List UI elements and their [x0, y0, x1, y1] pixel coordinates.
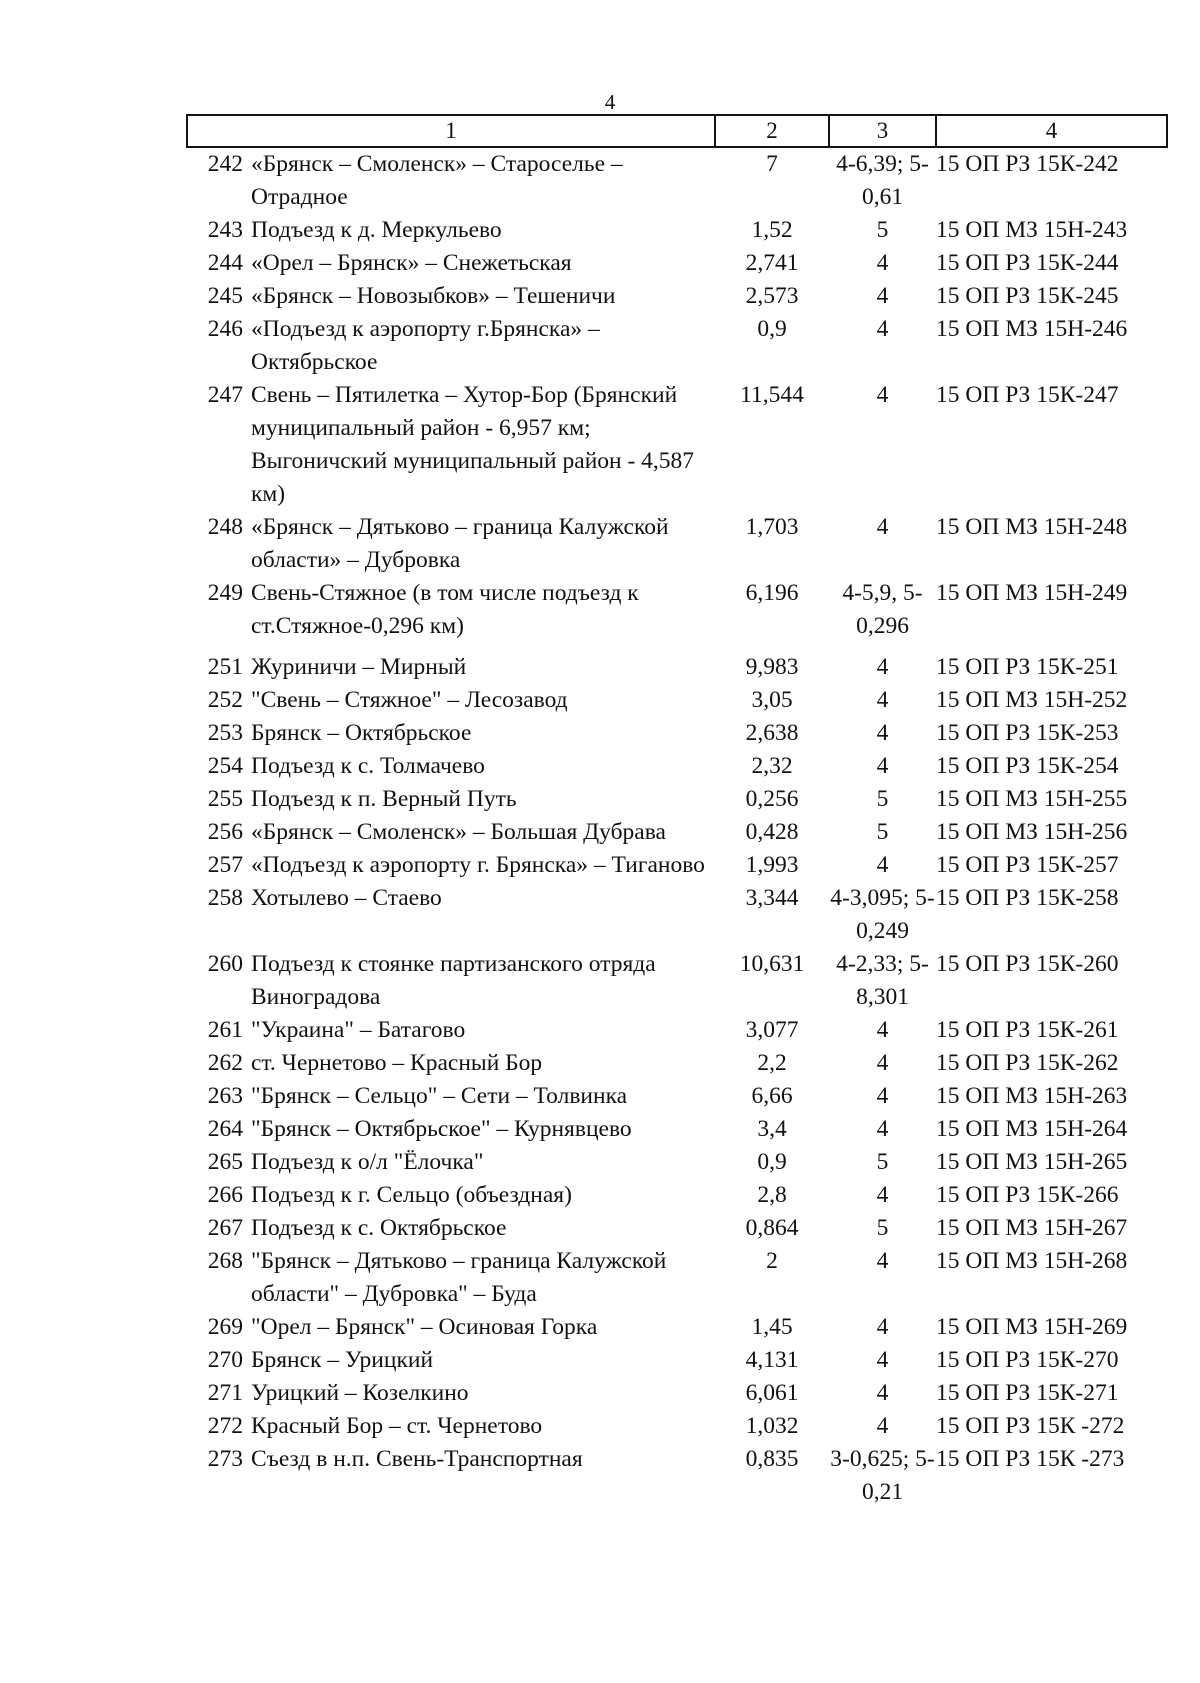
road-name: Урицкий – Козелкино: [251, 1380, 469, 1406]
table-row: [187, 147, 1167, 214]
row-number: 254: [207, 753, 243, 779]
table-row: [187, 1047, 1167, 1080]
road-category: 5: [876, 1215, 889, 1241]
road-length: 1,703: [745, 514, 799, 540]
table-row: [187, 313, 1167, 379]
road-name: Брянск – Октябрьское: [251, 720, 472, 746]
table-row: [187, 750, 1167, 783]
road-name-cell: [187, 1212, 715, 1245]
road-name-cell: [187, 1179, 715, 1212]
page-number: 4: [604, 90, 616, 114]
row-number: 256: [207, 819, 243, 845]
road-name-cell: [187, 511, 715, 577]
row-number: 271: [207, 1380, 243, 1406]
table-row: [187, 1014, 1167, 1047]
row-number: 249: [207, 580, 243, 606]
road-length: 6,061: [745, 1380, 799, 1406]
road-category: 3-0,625; 5-0,21: [830, 1446, 935, 1505]
road-length: 3,05: [751, 687, 793, 713]
road-category: 4-3,095; 5-0,249: [830, 885, 935, 944]
road-id-code: 15 ОП РЗ 15К-262: [936, 1050, 1119, 1076]
road-id-code: 15 ОП МЗ 15Н-256: [936, 819, 1128, 845]
road-category: 4: [876, 1347, 889, 1373]
row-number: 268: [207, 1248, 243, 1274]
road-name: Подъезд к п. Верный Путь: [251, 786, 517, 812]
road-category: 4: [876, 1017, 889, 1043]
road-category: 4-5,9, 5-0,296: [842, 580, 923, 639]
road-category: 4: [876, 654, 889, 680]
road-name-cell: [187, 247, 715, 280]
road-id-code: 15 ОП РЗ 15К-271: [936, 1380, 1119, 1406]
road-id-code: 15 ОП МЗ 15Н-246: [936, 316, 1128, 342]
road-name: Свень – Пятилетка – Хутор-Бор (Брянский муниципальный район - 6,957 км; Выгоничский муниципальный район - 4,587 км): [251, 382, 695, 507]
table-row: [187, 1080, 1167, 1113]
road-name-cell: [187, 783, 715, 816]
road-length: 3,4: [757, 1116, 787, 1142]
road-length: 1,993: [745, 852, 799, 878]
road-length: 2,741: [745, 250, 799, 276]
road-id-code: 15 ОП МЗ 15Н-269: [936, 1314, 1128, 1340]
road-category: 4: [876, 1314, 889, 1340]
table-row: [187, 849, 1167, 882]
road-id-code: 15 ОП МЗ 15Н-267: [936, 1215, 1128, 1241]
road-id-code: 15 ОП РЗ 15К-261: [936, 1017, 1119, 1043]
road-name-cell: [187, 948, 715, 1014]
road-name: "Брянск – Октябрьское" – Курнявцево: [251, 1116, 632, 1142]
road-name: "Брянск – Сельцо" – Сети – Толвинка: [251, 1083, 628, 1109]
road-id-code: 15 ОП МЗ 15Н-252: [936, 687, 1128, 713]
road-category: 4-6,39; 5-0,61: [836, 151, 929, 210]
row-number: 251: [207, 654, 243, 680]
road-name: "Орел – Брянск" – Осиновая Горка: [251, 1314, 598, 1340]
table-row: [187, 1146, 1167, 1179]
road-name-cell: [187, 214, 715, 247]
column-header-1: 1: [187, 115, 715, 147]
table-header-row: [187, 115, 1167, 147]
roads-table: [186, 114, 1168, 1509]
road-category: 4: [876, 753, 889, 779]
table-row: [187, 1377, 1167, 1410]
road-name: Журиничи – Мирный: [251, 654, 467, 680]
road-length: 9,983: [745, 654, 799, 680]
road-category: 4: [876, 852, 889, 878]
road-name: Подъезд к стоянке партизанского отряда Виноградова: [251, 951, 656, 1010]
table-row: [187, 948, 1167, 1014]
road-name-cell: [187, 1047, 715, 1080]
road-category: 5: [876, 819, 889, 845]
road-id-code: 15 ОП МЗ 15Н-248: [936, 514, 1128, 540]
table-row: [187, 1245, 1167, 1311]
row-number: 257: [207, 852, 243, 878]
road-length: 2,638: [745, 720, 799, 746]
column-header-4: 4: [936, 115, 1167, 147]
road-category: 4: [876, 283, 889, 309]
row-number: 260: [207, 951, 243, 977]
row-number: 263: [207, 1083, 243, 1109]
road-name: Брянск – Урицкий: [251, 1347, 434, 1373]
row-number: 264: [207, 1116, 243, 1142]
road-length: 2: [766, 1248, 778, 1274]
road-category: 4: [876, 250, 889, 276]
road-name-cell: [187, 577, 715, 643]
road-id-code: 15 ОП МЗ 15Н-264: [936, 1116, 1128, 1142]
road-name-cell: [187, 1311, 715, 1344]
table-row: [187, 816, 1167, 849]
table-row: [187, 1443, 1167, 1509]
road-id-code: 15 ОП МЗ 15Н-249: [936, 580, 1128, 606]
row-number: 266: [207, 1182, 243, 1208]
road-id-code: 15 ОП РЗ 15К-253: [936, 720, 1119, 746]
road-name-cell: [187, 313, 715, 379]
road-length: 3,344: [745, 885, 799, 911]
road-length: 2,2: [757, 1050, 787, 1076]
road-length: 6,196: [745, 580, 799, 606]
road-name-cell: [187, 816, 715, 849]
row-number: 267: [207, 1215, 243, 1241]
road-length: 11,544: [740, 382, 804, 408]
road-name: Съезд в н.п. Свень-Транспортная: [251, 1446, 583, 1472]
road-name-cell: [187, 1410, 715, 1443]
road-category: 4: [876, 1116, 889, 1142]
row-number: 262: [207, 1050, 243, 1076]
road-id-code: 15 ОП МЗ 15Н-255: [936, 786, 1128, 812]
table-row: [187, 214, 1167, 247]
road-name-cell: [187, 1080, 715, 1113]
road-name: Подъезд к о/л "Ёлочка": [251, 1149, 484, 1175]
road-name: «Подъезд к аэропорту г. Брянска» – Тиганово: [251, 852, 705, 878]
road-name: ст. Чернетово – Красный Бор: [251, 1050, 543, 1076]
road-category: 5: [876, 786, 889, 812]
road-id-code: 15 ОП МЗ 15Н-243: [936, 217, 1128, 243]
road-name-cell: [187, 1113, 715, 1146]
row-number: 252: [207, 687, 243, 713]
road-id-code: 15 ОП РЗ 15К-242: [936, 151, 1119, 177]
row-number: 244: [207, 250, 243, 276]
road-name: Подъезд к с. Октябрьское: [251, 1215, 507, 1241]
row-number: 246: [207, 316, 243, 342]
road-name: «Брянск – Смоленск» – Большая Дубрава: [251, 819, 666, 845]
road-name-cell: [187, 147, 715, 214]
road-length: 2,8: [757, 1182, 787, 1208]
road-length: 0,9: [757, 1149, 787, 1175]
road-category: 4-2,33; 5-8,301: [836, 951, 929, 1010]
table-row: [187, 643, 1167, 684]
table-row: [187, 717, 1167, 750]
table-row: [187, 1212, 1167, 1245]
road-name: «Подъезд к аэропорту г.Брянска» – Октябрьское: [251, 316, 600, 375]
table-row: [187, 1410, 1167, 1443]
road-length: 0,256: [745, 786, 799, 812]
road-category: 4: [876, 514, 889, 540]
table-row: [187, 783, 1167, 816]
road-name-cell: [187, 1014, 715, 1047]
table-row: [187, 882, 1167, 948]
table-row: [187, 1311, 1167, 1344]
road-id-code: 15 ОП РЗ 15К-251: [936, 654, 1119, 680]
road-id-code: 15 ОП РЗ 15К-244: [936, 250, 1119, 276]
road-category: 4: [876, 1380, 889, 1406]
road-name-cell: [187, 849, 715, 882]
road-length: 6,66: [751, 1083, 793, 1109]
row-number: 265: [207, 1149, 243, 1175]
road-length: 1,45: [751, 1314, 793, 1340]
road-id-code: 15 ОП РЗ 15К-266: [936, 1182, 1119, 1208]
row-number: 248: [207, 514, 243, 540]
row-number: 253: [207, 720, 243, 746]
road-name: Хотылево – Стаево: [251, 885, 442, 911]
road-length: 2,32: [751, 753, 793, 779]
road-name: «Орел – Брянск» – Снежетьская: [251, 250, 572, 276]
road-name: "Брянск – Дятьково – граница Калужской области" – Дубровка" – Буда: [251, 1248, 667, 1307]
road-name: Красный Бор – ст. Чернетово: [251, 1413, 543, 1439]
road-name: "Свень – Стяжное" – Лесозавод: [251, 687, 568, 713]
road-category: 4: [876, 382, 889, 408]
road-length: 7: [766, 151, 778, 177]
road-category: 4: [876, 1182, 889, 1208]
road-id-code: 15 ОП РЗ 15К-247: [936, 382, 1119, 408]
road-name-cell: [187, 1146, 715, 1179]
road-id-code: 15 ОП РЗ 15К-260: [936, 951, 1119, 977]
table-row: [187, 511, 1167, 577]
road-name-cell: [187, 750, 715, 783]
road-id-code: 15 ОП РЗ 15К-258: [936, 885, 1119, 911]
table-row: [187, 280, 1167, 313]
road-name: "Украина" – Батагово: [251, 1017, 466, 1043]
row-number: 247: [207, 382, 243, 408]
road-category: 5: [876, 217, 889, 243]
row-number: 255: [207, 786, 243, 812]
table-row: [187, 379, 1167, 511]
road-name-cell: [187, 1245, 715, 1311]
row-number: 245: [207, 283, 243, 309]
table-row: [187, 684, 1167, 717]
table-row: [187, 1344, 1167, 1377]
road-name-cell: [187, 1377, 715, 1410]
road-name-cell: [187, 379, 715, 511]
table-row: [187, 577, 1167, 643]
road-category: 4: [876, 1413, 889, 1439]
table-row: [187, 1113, 1167, 1146]
road-id-code: 15 ОП РЗ 15К -273: [936, 1446, 1125, 1472]
row-number: 273: [207, 1446, 243, 1472]
row-number: 242: [207, 151, 243, 177]
road-name: Подъезд к д. Меркульево: [251, 217, 502, 243]
road-category: 4: [876, 316, 889, 342]
road-length: 10,631: [739, 951, 805, 977]
row-number: 261: [207, 1017, 243, 1043]
table-row: [187, 1179, 1167, 1212]
row-number: 269: [207, 1314, 243, 1340]
road-length: 3,077: [745, 1017, 799, 1043]
road-name: «Брянск – Дятьково – граница Калужской области» – Дубровка: [251, 514, 669, 573]
row-number: 270: [207, 1347, 243, 1373]
row-number: 258: [207, 885, 243, 911]
road-length: 0,864: [745, 1215, 799, 1241]
road-id-code: 15 ОП РЗ 15К-245: [936, 283, 1119, 309]
road-id-code: 15 ОП МЗ 15Н-265: [936, 1149, 1128, 1175]
road-id-code: 15 ОП МЗ 15Н-268: [936, 1248, 1128, 1274]
column-header-2: 2: [715, 115, 829, 147]
road-length: 1,52: [751, 217, 793, 243]
road-category: 4: [876, 720, 889, 746]
row-number: 272: [207, 1413, 243, 1439]
road-length: 0,9: [757, 316, 787, 342]
road-name-cell: [187, 1344, 715, 1377]
road-category: 4: [876, 1248, 889, 1274]
row-number: 243: [207, 217, 243, 243]
road-name: Свень-Стяжное (в том числе подъезд к ст.Стяжное-0,296 км): [251, 580, 639, 639]
road-length: 0,835: [745, 1446, 799, 1472]
road-name: Подъезд к с. Толмачево: [251, 753, 485, 779]
road-name-cell: [187, 643, 715, 684]
road-name-cell: [187, 280, 715, 313]
road-id-code: 15 ОП РЗ 15К -272: [936, 1413, 1125, 1439]
road-name: Подъезд к г. Сельцо (объездная): [251, 1182, 572, 1208]
road-length: 0,428: [745, 819, 799, 845]
road-length: 4,131: [745, 1347, 799, 1373]
road-name-cell: [187, 684, 715, 717]
road-length: 2,573: [745, 283, 799, 309]
road-category: 4: [876, 687, 889, 713]
road-id-code: 15 ОП МЗ 15Н-263: [936, 1083, 1128, 1109]
table-row: [187, 247, 1167, 280]
road-length: 1,032: [745, 1413, 799, 1439]
road-name-cell: [187, 1443, 715, 1509]
road-id-code: 15 ОП РЗ 15К-257: [936, 852, 1119, 878]
column-header-3: 3: [829, 115, 936, 147]
road-name: «Брянск – Смоленск» – Староселье – Отрадное: [251, 151, 623, 210]
road-id-code: 15 ОП РЗ 15К-254: [936, 753, 1119, 779]
road-name-cell: [187, 717, 715, 750]
road-category: 4: [876, 1050, 889, 1076]
table-body: [187, 147, 1167, 1509]
road-name: «Брянск – Новозыбков» – Тешеничи: [251, 283, 616, 309]
road-name-cell: [187, 882, 715, 948]
road-category: 4: [876, 1083, 889, 1109]
road-id-code: 15 ОП РЗ 15К-270: [936, 1347, 1119, 1373]
road-category: 5: [876, 1149, 889, 1175]
